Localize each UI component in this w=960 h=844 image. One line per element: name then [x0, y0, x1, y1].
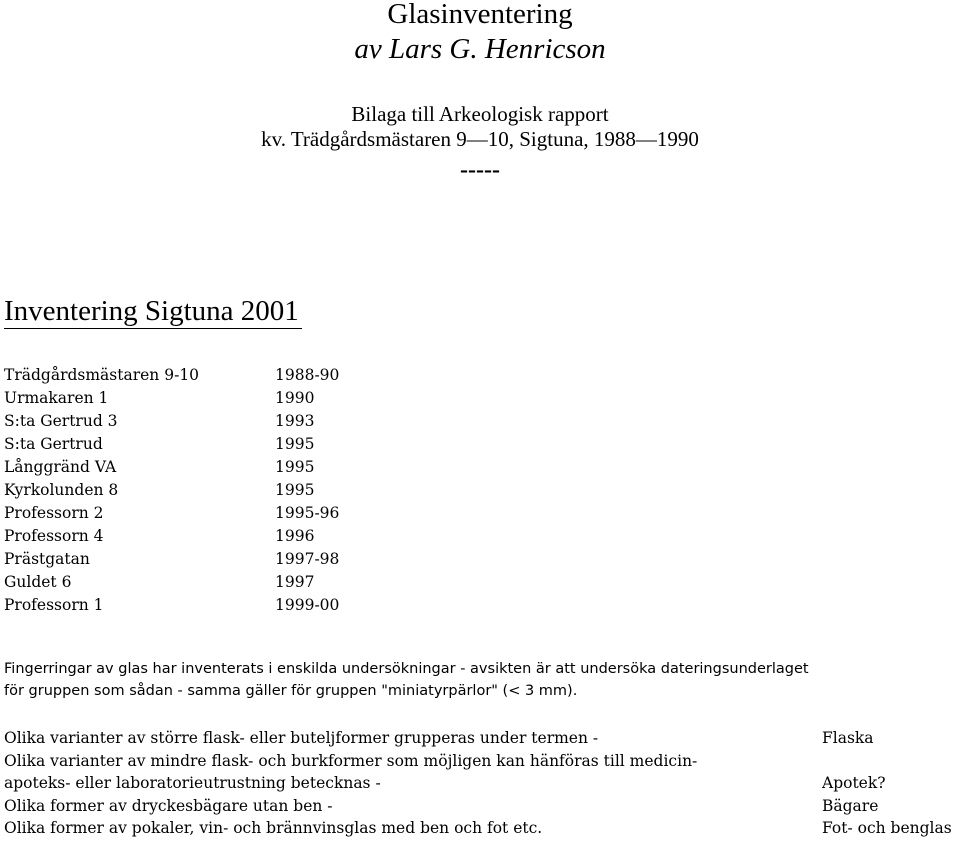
finger-ring-note	[4, 658, 954, 702]
category-description: Olika varianter av mindre flask- och burkformer som möjligen kan hänföras till medicin-	[4, 751, 698, 770]
site-year: 1995-96	[275, 504, 340, 522]
category-description: apoteks- eller laboratorieutrustning betecknas -	[4, 774, 381, 792]
site-year: 1988-90	[275, 366, 340, 384]
section-title: Inventering Sigtuna 2001	[4, 294, 302, 329]
site-year: 1995	[275, 481, 315, 499]
site-year: 1999-00	[275, 596, 340, 614]
document-title: Glasinventering	[387, 0, 573, 30]
header-separator: -----	[460, 157, 500, 183]
site-year: 1997-98	[275, 550, 340, 568]
site-name: Professorn 4	[4, 527, 104, 545]
category-list	[4, 727, 960, 840]
site-name: Trädgårdsmästaren 9-10	[4, 366, 200, 384]
document-author: av Lars G. Henricson	[354, 33, 606, 65]
site-name: Urmakaren 1	[4, 389, 109, 407]
report-appendix-line: Bilaga till Arkeologisk rapport	[351, 102, 609, 126]
category-row	[4, 772, 960, 795]
category-term: Bägare	[822, 796, 879, 815]
site-name: Professorn 2	[4, 504, 104, 522]
note-line: för gruppen som sådan - samma gäller för gruppen "miniatyrpärlor" (< 3 mm).	[4, 683, 578, 699]
report-location-line: kv. Trädgårdsmästaren 9—10, Sigtuna, 1988—1990	[261, 127, 699, 151]
site-year: 1995	[275, 458, 315, 476]
site-name: Kyrkolunden 8	[4, 481, 119, 499]
site-name: Långgränd VA	[4, 458, 117, 476]
category-description: Olika former av dryckesbägare utan ben -	[4, 796, 333, 815]
site-year: 1997	[275, 573, 315, 591]
site-name: Professorn 1	[4, 596, 104, 614]
site-year: 1993	[275, 412, 315, 430]
category-description: Olika former av pokaler, vin- och brännvinsglas med ben och fot etc.	[4, 819, 543, 837]
site-year: 1990	[275, 389, 315, 407]
category-row	[4, 795, 960, 818]
category-row	[4, 727, 960, 750]
site-name: S:ta Gertrud 3	[4, 412, 118, 430]
note-line: Fingerringar av glas har inventerats i enskilda undersökningar - avsikten är att undersöka dateringsunderlaget	[4, 661, 809, 677]
site-year: 1996	[275, 527, 315, 545]
category-description: Olika varianter av större flask- eller buteljformer grupperas under termen -	[4, 729, 599, 747]
site-name: S:ta Gertrud	[4, 435, 103, 453]
site-name: Prästgatan	[4, 550, 90, 568]
category-term: Apotek?	[822, 774, 886, 792]
site-name: Guldet 6	[4, 573, 72, 591]
category-row	[4, 750, 960, 773]
category-term: Fot- och benglas	[822, 819, 952, 837]
category-term: Flaska	[822, 729, 874, 747]
site-year: 1995	[275, 435, 315, 453]
category-row	[4, 817, 960, 840]
